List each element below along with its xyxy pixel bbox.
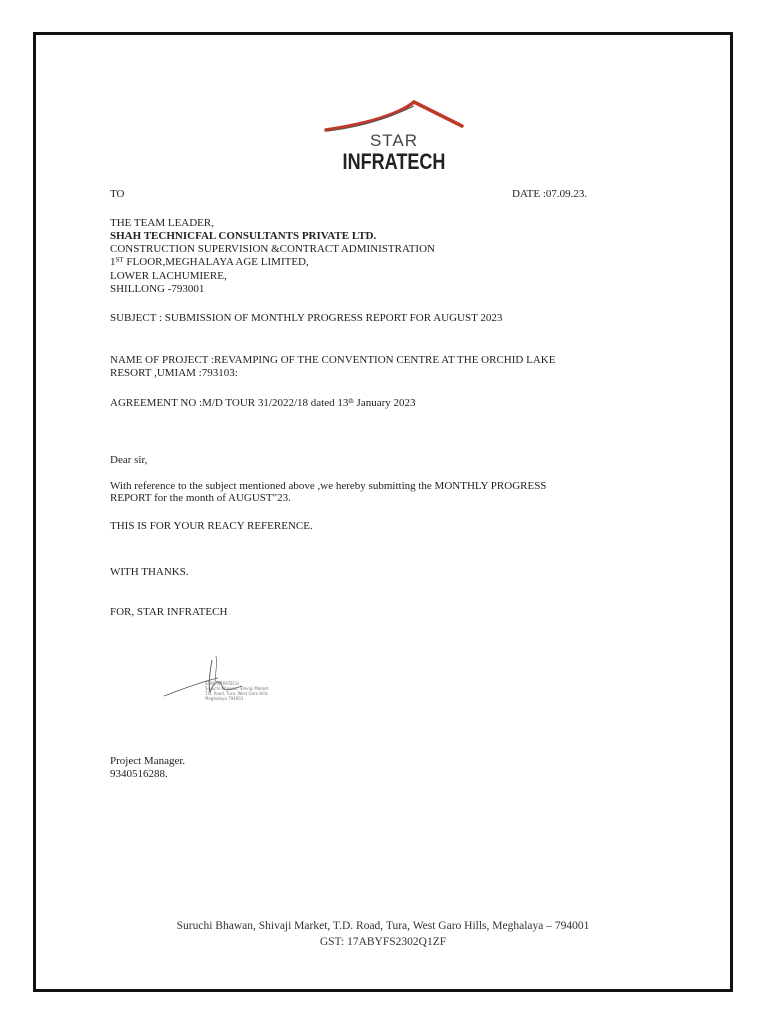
floor-number: 1 <box>110 256 116 268</box>
body-line-1: With reference to the subject mentioned above ,we hereby submitting the MONTHLY PROGRESS <box>110 480 547 492</box>
to-label: TO <box>110 188 125 200</box>
logo-text-infratech: INFRATECH <box>342 149 446 174</box>
floor-text: FLOOR,MEGHALAYA AGE LIMITED, <box>126 256 309 268</box>
agreement-line <box>110 397 416 410</box>
address-line-2: SHAH TECHNICFAL CONSULTANTS PRIVATE LTD. <box>110 230 377 242</box>
address-line-3: CONSTRUCTION SUPERVISION &CONTRACT ADMINISTRATION <box>110 243 435 255</box>
reference-line: THIS IS FOR YOUR REACY REFERENCE. <box>110 520 313 532</box>
company-logo <box>322 98 466 178</box>
agreement-main: AGREEMENT NO :M/D TOUR 31/2022/18 dated 13 <box>110 397 349 409</box>
designation: Project Manager. <box>110 755 186 767</box>
letter-date: DATE :07.09.23. <box>512 188 588 200</box>
footer-address: Suruchi Bhawan, Shivaji Market, T.D. Road, Tura, West Garo Hills, Meghalaya – 794001 <box>176 920 590 932</box>
logo-text-star: STAR <box>369 131 419 150</box>
agreement-ordinal: th <box>348 397 354 405</box>
stamp-line-4: Meghalaya 794001 <box>205 696 244 701</box>
stamp-line-3: T.D. Road, Tura, West Garo Hills <box>205 691 268 696</box>
phone-number: 9340516288. <box>110 768 168 780</box>
address-line-4 <box>110 256 309 269</box>
salutation: Dear sir, <box>110 454 148 466</box>
project-line-2: RESORT ,UMIAM :793103: <box>110 367 238 379</box>
floor-ordinal: ST <box>115 256 124 264</box>
project-line-1: NAME OF PROJECT :REVAMPING OF THE CONVENTION CENTRE AT THE ORCHID LAKE <box>110 354 556 366</box>
address-line-6: SHILLONG -793001 <box>110 283 205 295</box>
for-company-line: FOR, STAR INFRATECH <box>110 606 228 618</box>
body-line-2: REPORT for the month of AUGUST"23. <box>110 492 291 504</box>
address-line-5: LOWER LACHUMIERE, <box>110 270 227 282</box>
agreement-tail: January 2023 <box>353 397 416 409</box>
stamp-line-1: STAR INFRATECH <box>205 681 239 686</box>
company-stamp <box>205 681 268 701</box>
thanks-line: WITH THANKS. <box>110 566 189 578</box>
stamp-line-2: Suruchi Bhawan, Shivaji Market <box>205 686 269 691</box>
address-line-1: THE TEAM LEADER, <box>110 217 214 229</box>
footer-gst: GST: 17ABYFS2302Q1ZF <box>319 936 447 948</box>
subject-line: SUBJECT : SUBMISSION OF MONTHLY PROGRESS REPORT FOR AUGUST 2023 <box>110 312 503 324</box>
